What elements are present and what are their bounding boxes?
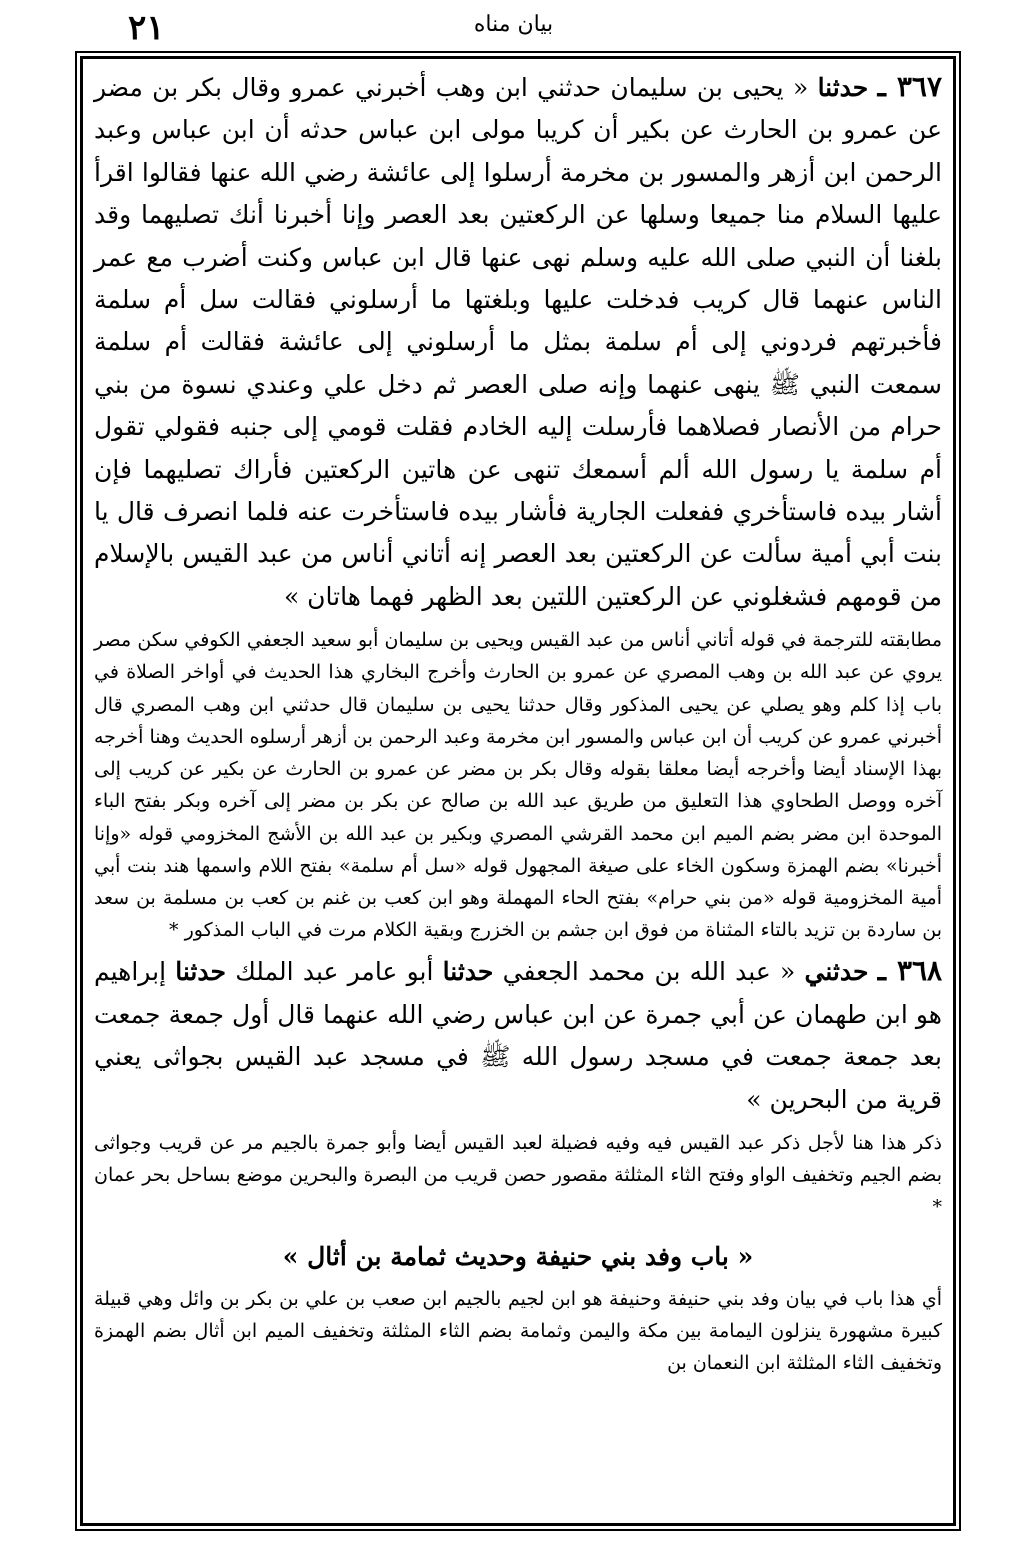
- page-number: ٢١: [128, 8, 165, 48]
- isnad-haddathani: حدثني: [804, 957, 869, 987]
- hadith-367: [94, 66, 942, 618]
- hadith-text-a: « عبد الله بن محمد الجعفي: [502, 957, 796, 987]
- hadith-text-c: إبراهيم هو ابن طهمان عن أبي جمرة عن ابن عباس رضي الله عنهما قال أول جمعة جمعت بعد جمعة جمعت في مسجد رسول الله ﷺ في مسجد عبد القيس بجواثى يعني قرية من البحرين »: [94, 957, 942, 1114]
- isnad-haddathana: حدثنا: [817, 73, 869, 102]
- running-head: بيان مناه: [473, 12, 554, 37]
- isnad-haddathana: حدثنا: [442, 957, 494, 987]
- isnad-haddathana-2: حدثنا: [175, 957, 226, 987]
- commentary-367: مطابقته للترجمة في قوله أتاني أناس من عبد القيس ويحيى بن سليمان أبو سعيد الجعفي الكوفي سكن مصر يروي عن عبد الله بن وهب المصري عن عمرو بن الحارث وأخرج البخاري هذا الحديث في أواخر الصلاة في باب إذا كلم وهو يصلي عن يحيى المذكور وقال حدثنا يحيى بن سليمان قال حدثني ابن وهب المصري قال أخبرني عمرو عن كريب أن ابن عباس والمسور ابن مخرمة وعبد الرحمن بن أزهر أرسلوه الحديث وهنا أخرجه بهذا الإسناد أيضا وأخرجه أيضا معلقا بقوله وقال بكر بن مضر عن عمرو بن الحارث عن بكير عن كريب إلى آخره ووصل الطحاوي هذا التعليق من طريق عبد الله بن صالح عن بكر بن مضر إلى آخره وبكر بفتح الباء الموحدة ابن مضر بضم الميم ابن محمد القرشي المصري وبكير بن عبد الله بن الأشج المخزومي قوله «وإنا أخبرنا» بضم الهمزة وسكون الخاء على صيغة المجهول قوله «سل أم سلمة» بفتح اللام واسمها هند بنت أبي أمية المخزومية قوله «من بني حرام» بفتح الحاء المهملة وهو ابن كعب بن غنم بن كعب بن مسلمة بن سعد بن ساردة بن تزيد بالتاء المثناة من فوق ابن جشم بن الخزرج وبقية الكلام مرت في الباب المذكور *: [94, 629, 942, 942]
- hadith-text: « يحيى بن سليمان حدثني ابن وهب أخبرني عمرو وقال بكر بن مضر عن عمرو بن الحارث عن بكير أن كريبا مولى ابن عباس حدثه أن ابن عباس وعبد الرحمن ابن أزهر والمسور بن مخرمة أرسلوا إلى عائشة رضي الله عنها فقالوا اقرأ عليها السلام منا جميعا وسلها عن الركعتين بعد العصر وإنا أخبرنا أنك تصليهما وقد بلغنا أن النبي صلى الله عليه وسلم نهى عنها قال ابن عباس وكنت أضرب مع عمر الناس عنهما قال كريب فدخلت عليها وبلغتها ما أرسلوني فقالت سل أم سلمة فأخبرتهم فردوني إلى أم سلمة بمثل ما أرسلوني إلى عائشة فقالت أم سلمة سمعت النبي ﷺ ينهى عنهما وإنه صلى العصر ثم دخل علي وعندي نسوة من بني حرام من الأنصار فصلاهما فأرسلت إليه الخادم فقلت قومي إلى جنبه فقولي تقول أم سلمة يا رسول الله ألم أسمعك تنهى عن هاتين الركعتين فأراك تصليهما فإن أشار بيده فاستأخري ففعلت الجارية فأشار بيده فاستأخرت عنه فلما انصرف قال يا بنت أبي أمية سألت عن الركعتين بعد العصر إنه أتاني أناس من عبد القيس بالإسلام من قومهم فشغلوني عن الركعتين اللتين بعد الظهر فهما هاتان »: [94, 73, 942, 611]
- page-content: [90, 66, 946, 1516]
- hadith-368: [94, 950, 942, 1121]
- chapter-heading: « باب وفد بني حنيفة وحديث ثمامة بن أثال »: [282, 1241, 754, 1271]
- hadith-number: ٣٦٨ ـ: [877, 954, 943, 988]
- hadith-number: ٣٦٧ ـ: [877, 70, 943, 103]
- commentary-368: ذكر هذا هنا لأجل ذكر عبد القيس فيه وفيه فضيلة لعبد القيس أيضا وأبو جمرة بالجيم مر عن قريب وجواثى بضم الجيم وتخفيف الواو وفتح الثاء المثلثة مقصور حصن قريب من البصرة والبحرين موضع بساحل بحر عمان *: [94, 1131, 942, 1219]
- hadith-text-b: أبو عامر عبد الملك: [235, 957, 434, 987]
- commentary-chapter: أي هذا باب في بيان وفد بني حنيفة وحنيفة هو ابن لجيم بالجيم ابن صعب بن علي بن بكر بن وائل وهي قبيلة كبيرة مشهورة ينزلون اليمامة بين مكة واليمن وثمامة بضم الثاء المثلثة وتخفيف الميم ابن أثال بضم الهمزة وتخفيف الثاء المثلثة ابن النعمان بن: [94, 1287, 942, 1374]
